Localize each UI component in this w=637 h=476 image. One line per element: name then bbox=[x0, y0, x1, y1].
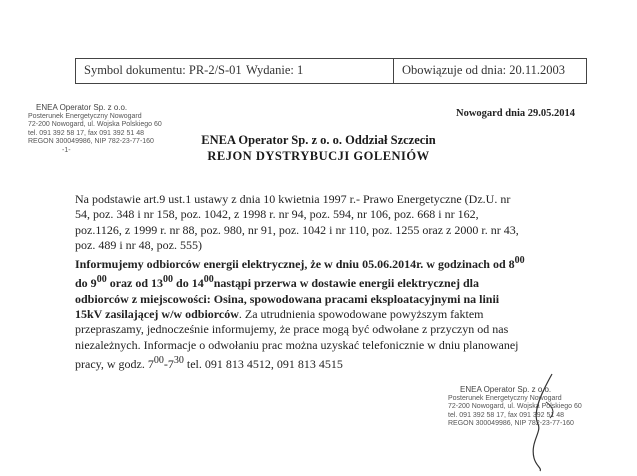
stamp-line: REGON 300049986, NIP 782-23-77-160 bbox=[28, 138, 154, 145]
body-text: tel. 091 813 4512, 091 813 4515 bbox=[183, 356, 343, 371]
time-superscript: 00 bbox=[96, 274, 107, 286]
bold-text: 15kV zasilającej w/w odbiorców bbox=[75, 307, 239, 322]
signature-scribble bbox=[512, 372, 572, 472]
bold-text: nastąpi przerwa w dostawie energii elektrycznej dla bbox=[213, 276, 479, 291]
bold-text: Informujemy odbiorców energii elektrycznej, że w dniu 05.06.2014r. w godzinach od 8 bbox=[75, 257, 515, 272]
body-line: 54, poz. 348 i nr 158, poz. 1042, z 1998 r. nr 94, poz. 594, nr 106, poz. 668 i nr 162, bbox=[75, 207, 479, 222]
bold-text: do 14 bbox=[173, 276, 204, 291]
stamp-line: tel. 091 392 58 17, fax 091 392 51 48 bbox=[448, 411, 564, 419]
document-header-table bbox=[75, 58, 587, 84]
document-edition: Wydanie: 1 bbox=[246, 63, 304, 77]
body-line bbox=[75, 307, 555, 322]
body-line: niezależnych. Informacje o odwołaniu prac można uzyskać telefonicznie w dniu planowanej bbox=[75, 337, 519, 352]
body-text: . Za utrudnienia spowodowane powyższym faktem bbox=[238, 307, 484, 322]
company-title: ENEA Operator Sp. z o. o. Oddział Szczecin bbox=[201, 133, 436, 147]
bold-text: do 9 bbox=[75, 276, 97, 291]
stamp-line: Posterunek Energetyczny Nowogard bbox=[448, 394, 562, 402]
stamp-line: -1- bbox=[62, 146, 71, 154]
body-text: pracy, w godz. 7 bbox=[75, 356, 154, 371]
time-superscript: 00 bbox=[203, 274, 214, 286]
notice-body bbox=[75, 192, 555, 372]
header-divider bbox=[393, 59, 394, 83]
region-title: REJON DYSTRYBUCJI GOLENIÓW bbox=[207, 149, 430, 163]
body-line: poz.1126, z 1999 r. nr 88, poz. 980, nr 91, poz. 1042 i nr 110, poz. 1255 oraz z 2000 r. nr 43, bbox=[75, 222, 519, 237]
stamp-line: tel. 091 392 58 17, fax 091 392 51 48 bbox=[28, 129, 144, 137]
body-line: poz. 489 i nr 48, poz. 555) bbox=[75, 237, 202, 252]
time-superscript: 30 bbox=[173, 354, 184, 366]
notice-bold-line bbox=[75, 253, 555, 272]
body-text: -7 bbox=[163, 356, 174, 371]
time-superscript: 00 bbox=[514, 255, 525, 267]
stamp-line: 72-200 Nowogard, ul. Wojska Polskiego 60 bbox=[28, 121, 162, 128]
body-line bbox=[75, 353, 555, 372]
stamp-line: ENEA Operator Sp. z o.o. bbox=[36, 103, 128, 112]
notice-bold-line: odbiorców z miejscowości: Osina, spowodowana pracami eksploatacyjnymi na linii bbox=[75, 291, 500, 306]
stamp-line: Posterunek Energetyczny Nowogard bbox=[28, 112, 142, 120]
stamp-line: 72-200 Nowogard, ul. Wojska Polskiego 60 bbox=[448, 403, 582, 410]
notice-bold-line bbox=[75, 272, 555, 291]
body-line: przepraszamy, jednocześnie informujemy, że prace mogą być odwołane z przyczyn od nas bbox=[75, 322, 509, 337]
time-superscript: 00 bbox=[153, 354, 164, 366]
time-superscript: 00 bbox=[163, 274, 174, 286]
place-date: Nowogard dnia 29.05.2014 bbox=[455, 108, 575, 119]
stamp-line: REGON 300049986, NIP 782-23-77-160 bbox=[448, 420, 574, 427]
document-symbol: Symbol dokumentu: PR-2/S-01 bbox=[84, 63, 242, 77]
stamp-line: ENEA Operator Sp. z o.o. bbox=[460, 385, 552, 394]
document-valid-from: Obowiązuje od dnia: 20.11.2003 bbox=[402, 63, 566, 77]
body-line: Na podstawie art.9 ust.1 ustawy z dnia 10 kwietnia 1997 r.- Prawo Energetyczne (Dz.U. nr bbox=[75, 192, 511, 206]
bold-text: oraz od 13 bbox=[106, 276, 164, 291]
